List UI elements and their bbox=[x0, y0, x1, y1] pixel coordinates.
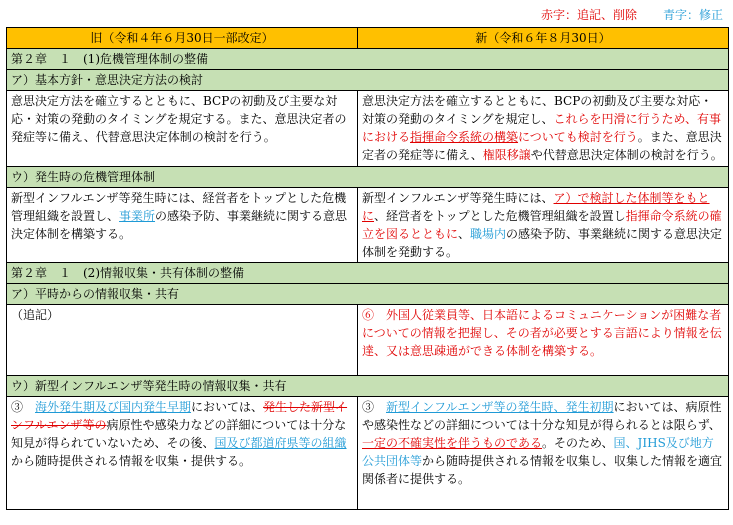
section-row bbox=[7, 263, 729, 284]
text-added: 指揮命令系統の確立を図るとともに bbox=[362, 209, 722, 241]
new-text-2u bbox=[358, 397, 729, 510]
comparison-table bbox=[6, 27, 729, 510]
text-plain: 。そのため、 bbox=[542, 436, 614, 450]
text-plain: や代替意思決定体制の検討を行う。 bbox=[530, 148, 723, 162]
text-plain: においては、病原性や感染性などの詳細については十分な知見が得られるとは限らず、 bbox=[362, 400, 722, 432]
new-text-2a: ⑥ 外国人従業員等、日本語によるコミュニケーションが困難な者についての情報を把握し、その者が必要とする言語により情報を伝達、又は意思疎通ができる体制を構築する。 bbox=[358, 305, 729, 376]
text-plain: から随時提供される情報を収集し、収集した情報を適宜関係者に提供する。 bbox=[362, 454, 723, 486]
table-row bbox=[7, 305, 729, 376]
text-modified: 国及び都道府県等の組織 bbox=[214, 436, 347, 450]
section-row bbox=[7, 49, 729, 70]
old-text-1a: 意思決定方法を確立するとともに、BCPの初動及び主要な対応・対策の発動のタイミングを規定する。また、意思決定者の発症等に備え、代替意思決定体制の検討を行う。 bbox=[7, 91, 358, 167]
text-plain: 意思決定方法を確立するとともに、BCPの初動及び主要な対応・対策の発動のタイミングを規定し、 bbox=[362, 94, 713, 126]
subsection-row bbox=[7, 376, 729, 397]
text-plain: 。また、意思決定者の発症等に備え、 bbox=[362, 130, 722, 162]
text-added: 権限移譲 bbox=[482, 148, 531, 162]
text-added-underlined: ア）で検討した体制等をもとに bbox=[362, 191, 710, 223]
legend bbox=[541, 6, 723, 23]
header-old: 旧（令和４年６月30日一部改定） bbox=[7, 28, 358, 49]
legend-red: 赤字：追記、削除 bbox=[540, 8, 637, 22]
header-new: 新（令和６年８月30日） bbox=[358, 28, 729, 49]
subsection-title-2u: ウ）新型インフルエンザ等発生時の情報収集・共有 bbox=[7, 376, 729, 397]
old-text-2u bbox=[7, 397, 358, 510]
text-deleted: 発生した新型インフルエンザ等の bbox=[11, 400, 348, 432]
new-text-1a bbox=[358, 91, 729, 167]
section-title-2: 第２章 １ (2)情報収集・共有体制の整備 bbox=[7, 263, 729, 284]
subsection-title-1u: ウ）発生時の危機管理体制 bbox=[7, 167, 729, 188]
text-added-underlined: 一定の不確実性を伴うものである bbox=[362, 436, 543, 450]
new-text-1u bbox=[358, 188, 729, 263]
text-plain: においては、 bbox=[191, 400, 264, 414]
text-plain: 病原性や感染力などの詳細については十分な知見が得られていないため、その後、 bbox=[11, 418, 347, 450]
text-plain: 、経営者をトップとした危機管理組織を設置し bbox=[374, 209, 626, 223]
text-plain: 新型インフルエンザ等発生時には、経営者をトップとした危機管理組織を設置し、 bbox=[11, 191, 347, 223]
text-modified: 職場内 bbox=[470, 227, 507, 241]
text-plain: 、 bbox=[458, 227, 471, 241]
table-row bbox=[7, 91, 729, 167]
subsection-title-1a: ア）基本方針・意思決定方法の検討 bbox=[7, 70, 729, 91]
section-title-1: 第２章 １ (1)危機管理体制の整備 bbox=[7, 49, 729, 70]
text-plain: から随時提供される情報を収集・提供する。 bbox=[11, 454, 252, 468]
text-added: についても検討を行う bbox=[518, 130, 638, 144]
legend-blue: 青字：修正 bbox=[662, 8, 723, 22]
text-plain: ③ bbox=[362, 400, 387, 414]
text-plain: ③ bbox=[11, 400, 36, 414]
text-modified: 新型インフルエンザ等の発生時、発生初期 bbox=[386, 400, 614, 414]
text-plain: の感染予防、事業継続に関する意思決定体制を発動する。 bbox=[362, 227, 723, 259]
subsection-row bbox=[7, 167, 729, 188]
subsection-row bbox=[7, 284, 729, 305]
table-row bbox=[7, 188, 729, 263]
table-row bbox=[7, 397, 729, 510]
subsection-title-2a: ア）平時からの情報収集・共有 bbox=[7, 284, 729, 305]
column-header-row bbox=[7, 28, 729, 49]
old-text-2a: （追記） bbox=[7, 305, 358, 376]
subsection-row bbox=[7, 70, 729, 91]
text-plain: 新型インフルエンザ等発生時には、 bbox=[362, 191, 554, 205]
text-added-underlined: 指揮命令系統の構築 bbox=[410, 130, 519, 144]
text-plain: の感染予防、事業継続に関する意思決定体制を構築する。 bbox=[11, 209, 348, 241]
text-added: これらを円滑に行うため、有事における bbox=[362, 112, 722, 144]
text-modified: 国、JIHS及び地方公共団体等 bbox=[362, 436, 714, 468]
text-modified: 海外発生期及び国内発生早期 bbox=[35, 400, 192, 414]
old-text-1u bbox=[7, 188, 358, 263]
text-modified: 事業所 bbox=[119, 209, 156, 223]
